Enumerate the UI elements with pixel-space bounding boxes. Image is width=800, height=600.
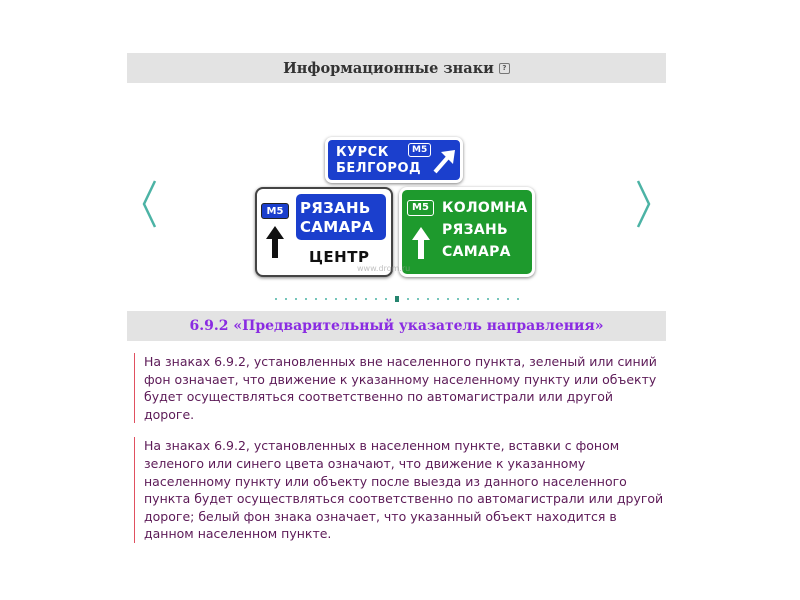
sign-left-road-number: М5 (261, 203, 289, 219)
carousel-dot[interactable] (325, 298, 327, 300)
arrow-up-right-icon (432, 147, 458, 175)
sign-left-blue-inset (296, 194, 386, 240)
description-paragraph: На знаках 6.9.2, установленных в населенном пункте, вставки с фоном зеленого или синего цвета означают, что движение к указанному населенному пункту или объекту после выезда из данного населенного пункта будет осуществляться соответственно по автомагистрали или другой дороге; белый фон знака означает, что указанный объект находится в данном населенном пункте. (134, 437, 666, 543)
sign-title: 6.9.2 «Предварительный указатель направления» (189, 318, 604, 334)
sign-top-line1: КУРСК (336, 145, 389, 160)
carousel-dot[interactable] (507, 298, 509, 300)
sign-left-line2: САМАРА (300, 218, 374, 236)
sign-left-line3: ЦЕНТР (309, 248, 370, 266)
chevron-right-icon[interactable] (636, 179, 652, 229)
sign-top-road-number: М5 (408, 143, 431, 157)
sign-title-bar (127, 311, 666, 341)
carousel-dot[interactable] (437, 298, 439, 300)
carousel-dot[interactable] (365, 298, 367, 300)
sign-right-road-number: М5 (407, 200, 434, 216)
carousel-dot-active[interactable] (395, 296, 399, 302)
carousel-dot[interactable] (427, 298, 429, 300)
carousel-dot[interactable] (355, 298, 357, 300)
sign-left-line1: РЯЗАНЬ (300, 199, 371, 217)
road-sign-top (325, 137, 463, 183)
sign-top-line2: БЕЛГОРОД (336, 161, 422, 176)
carousel-dot[interactable] (285, 298, 287, 300)
carousel-dot[interactable] (407, 298, 409, 300)
carousel-dot[interactable] (335, 298, 337, 300)
carousel-dot[interactable] (467, 298, 469, 300)
arrow-up-icon (265, 225, 285, 259)
carousel-dot[interactable] (517, 298, 519, 300)
carousel-dot[interactable] (385, 298, 387, 300)
carousel-dot[interactable] (487, 298, 489, 300)
sign-right-line3: САМАРА (442, 244, 511, 260)
carousel-dot[interactable] (295, 298, 297, 300)
carousel-dot[interactable] (375, 298, 377, 300)
section-title: Информационные знаки (283, 59, 494, 77)
sign-right-line1: КОЛОМНА (442, 200, 528, 216)
sign-right-line2: РЯЗАНЬ (442, 222, 509, 238)
carousel-dot[interactable] (457, 298, 459, 300)
chevron-left-icon[interactable] (141, 179, 157, 229)
carousel-pagination (127, 287, 666, 311)
carousel-dot[interactable] (315, 298, 317, 300)
carousel-dot[interactable] (345, 298, 347, 300)
carousel-dot[interactable] (497, 298, 499, 300)
content-panel (127, 53, 666, 543)
sign-carousel (127, 83, 666, 287)
help-icon[interactable]: ? (499, 63, 510, 74)
section-header (127, 53, 666, 83)
carousel-dot[interactable] (305, 298, 307, 300)
description-paragraph: На знаках 6.9.2, установленных вне населенного пункта, зеленый или синий фон означает, что движение к указанному населенному пункту или объекту будет осуществляться соответственно по автомагистрали или другой дороге. (134, 353, 666, 423)
carousel-dot[interactable] (447, 298, 449, 300)
carousel-dot[interactable] (275, 298, 277, 300)
image-watermark: www.drom.ru (357, 264, 411, 273)
carousel-dot[interactable] (417, 298, 419, 300)
road-sign-right (399, 187, 535, 277)
arrow-up-icon (411, 226, 431, 260)
carousel-dot[interactable] (477, 298, 479, 300)
